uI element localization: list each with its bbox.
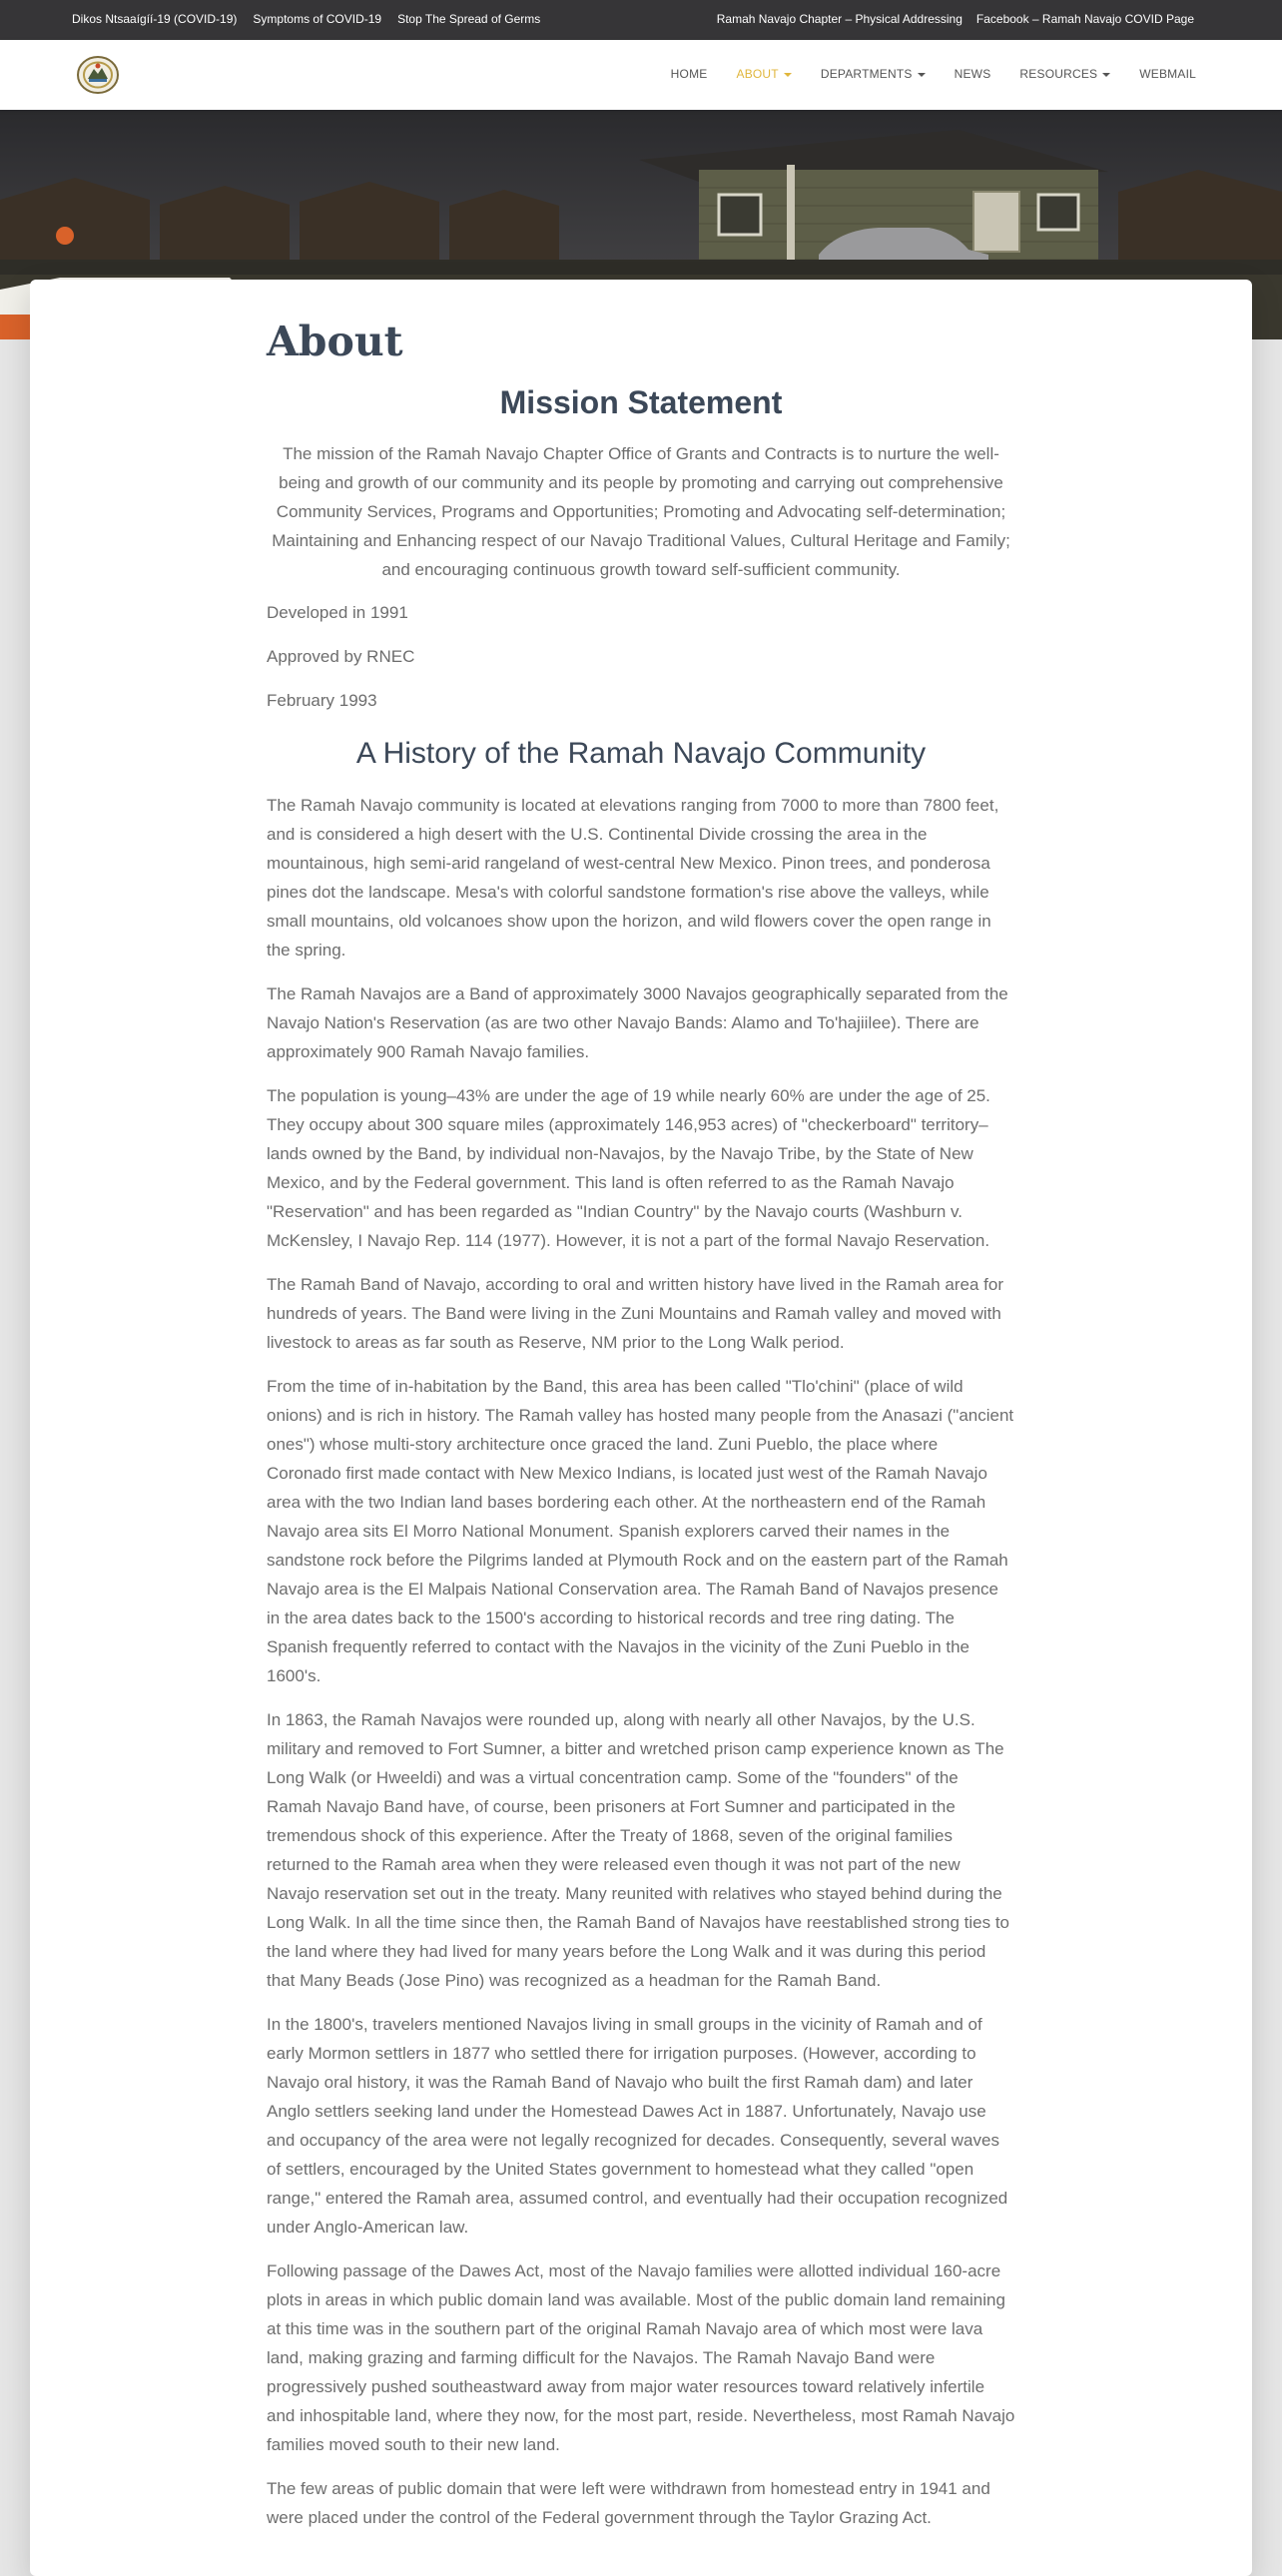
nav-about-label: ABOUT	[736, 67, 779, 81]
content-card	[30, 280, 1252, 2576]
nav-about[interactable]	[736, 67, 791, 81]
top-bar-right-links	[717, 12, 1194, 26]
topbar-link-facebook[interactable]: Facebook – Ramah Navajo COVID Page	[975, 12, 1194, 26]
mission-heading: Mission Statement	[499, 384, 783, 421]
nav-news[interactable]: NEWS	[954, 67, 991, 81]
history-paragraph: In 1863, the Ramah Navajos were rounded up, along with nearly all other Navajos, by the U.S. military and removed to Fort Sumner, a bitter and wretched prison camp experience known as The Long Walk (or Hweeldi) and was a virtual concentration camp. Some of the "founders" of the Ramah Navajo Band have, of course, been prisoners at Fort Sumner and participated in the tremendous shock of this experience. After the Treaty of 1868, seven of the original families returned to the Ramah area when they were released even though it was not part of the new Navajo reservation set out in the treaty. Many reunited with relatives who stayed behind during the Long Walk. In all the time since then, the Ramah Band of Navajos have reestablished strong ties to the land where they had lived for many years before the Long Walk and it was during this period that Many Beads (Jose Pino) was recognized as a headman for the Ramah Band.	[267, 1710, 1010, 1991]
approved-by: Approved by RNEC	[267, 647, 415, 667]
nav-resources[interactable]	[1019, 67, 1110, 81]
top-bar	[0, 0, 1282, 40]
history-paragraph: The Ramah Band of Navajo, according to oral and written history have lived in the Ramah area for hundreds of years. The Band were living in the Zuni Mountains and Ramah valley and moved with livestock to areas as far south as Reserve, NM prior to the Long Walk period.	[267, 1275, 1004, 1353]
topbar-link-physical-addressing[interactable]: Ramah Navajo Chapter – Physical Addressing	[716, 12, 962, 26]
topbar-link-symptoms[interactable]: Symptoms of COVID-19	[253, 12, 382, 26]
nav-departments[interactable]	[821, 67, 926, 81]
nav-resources-label: RESOURCES	[1019, 67, 1098, 81]
history-paragraph: The few areas of public domain that were left were withdrawn from homestead entry in 1941 and were placed under the control of the Federal government through the Taylor Grazing Act.	[267, 2479, 990, 2528]
top-bar-left-links	[72, 12, 540, 26]
history-paragraph: From the time of in-habitation by the Band, this area has been called "Tlo'chini" (place of wild onions) and is rich in history. The Ramah valley has hosted many people from the Anasazi ("ancient ones") whose multi-story architecture once graced the land. Zuni Pueblo, the place where Coronado first made contact with New Mexico Indians, is located just west of the Ramah Navajo area with the two Indian land bases bordering each other. At the northeastern end of the Ramah Navajo area sits El Morro National Monument. Spanish explorers carved their names in the sandstone rock before the Pilgrims landed at Plymouth Rock and on the eastern part of the Ramah Navajo area is the El Malpais National Conservation area. The Ramah Band of Navajos presence in the area dates back to the 1500's according to historical records and tree ring dating. The Spanish frequently referred to contact with the Navajos in the vicinity of the Zuni Pueblo in the 1600's.	[267, 1377, 1014, 1686]
history-paragraph: The population is young–43% are under the age of 19 while nearly 60% are under the age of 25. They occupy about 300 square miles (approximately 146,953 acres) of "checkerboard" territory–lands owned by the Band, by individual non-Navajos, by the Navajo Tribe, by the State of New Mexico, and by the Federal government. This land is often referred to as the Ramah Navajo "Reservation" and has been regarded as "Indian Country" by the Navajo courts (Washburn v. McKensley, I Navajo Rep. 114 (1977). However, it is not a part of the formal Navajo Reservation.	[267, 1086, 990, 1251]
topbar-link-stop-spread[interactable]: Stop The Spread of Germs	[397, 12, 541, 26]
article-content	[267, 320, 1015, 2547]
page-title: About	[267, 318, 403, 365]
chevron-down-icon	[1102, 73, 1110, 77]
history-paragraph: In the 1800's, travelers mentioned Navajos living in small groups in the vicinity of Ramah and of early Mormon settlers in 1877 who settled there for irrigation purposes. (However, according to Navajo oral history, it was the Ramah Band of Navajo who built the first Ramah dam) and later Anglo settlers seeking land under the Homestead Dawes Act in 1887. Unfortunately, Navajo use and occupancy of the area were not legally recognized for decades. Consequently, several waves of settlers, encouraged by the United States government to homestead what they called "open range," entered the Ramah area, assumed control, and eventually had their occupation recognized under Anglo-American law.	[267, 2015, 1008, 2238]
chevron-down-icon	[784, 73, 792, 77]
nav-webmail[interactable]: WEBMAIL	[1139, 67, 1196, 81]
topbar-link-covid19[interactable]: Dikos Ntsaaígíí-19 (COVID-19)	[72, 12, 238, 26]
main-navbar	[0, 40, 1282, 110]
seal-icon	[76, 55, 120, 95]
approval-date: February 1993	[267, 691, 377, 711]
mission-text: The mission of the Ramah Navajo Chapter Office of Grants and Contracts is to nurture the well-being and growth of our community and its people by promoting and carrying out comprehensive Community Services, Programs and Opportunities; Promoting and Advocating self-determination; Maintaining and Enhancing respect of our Navajo Traditional Values, Cultural Heritage and Family; and encouraging continuous growth toward self-sufficient community.	[272, 444, 1010, 580]
nav-departments-label: DEPARTMENTS	[820, 67, 913, 81]
chevron-down-icon	[918, 73, 926, 77]
history-paragraph: The Ramah Navajos are a Band of approximately 3000 Navajos geographically separated from the Navajo Nation's Reservation (as are two other Navajo Bands: Alamo and To'hajiilee). There are approximately 900 Ramah Navajo families.	[267, 984, 1008, 1062]
history-paragraph: Following passage of the Dawes Act, most of the Navajo families were allotted individual 160-acre plots in areas in which public domain land was available. Most of the public domain land remaining at this time was in the southern part of the original Ramah Navajo area of which most were lava land, making grazing and farming difficult for the Navajos. The Ramah Navajo Band were progressively pushed southeastward away from major water resources toward relatively infertile and inhospitable land, where they now, for the most part, reside. Nevertheless, most Ramah Navajo families moved south to their new land.	[267, 2261, 1015, 2455]
history-paragraph: The Ramah Navajo community is located at elevations ranging from 7000 to more than 7800 feet, and is considered a high desert with the U.S. Continental Divide crossing the area in the mountainous, high semi-arid rangeland of west-central New Mexico. Pinon trees, and ponderosa pines dot the landscape. Mesa's with colorful sandstone formation's rise above the valleys, while small mountains, old volcanoes show upon the horizon, and wild flowers cover the open range in the spring.	[267, 796, 999, 961]
developed-date: Developed in 1991	[267, 603, 408, 623]
chapter-logo[interactable]	[76, 55, 120, 95]
nav-menu	[671, 67, 1196, 81]
history-heading: A History of the Ramah Navajo Community	[355, 737, 927, 771]
nav-home[interactable]: HOME	[670, 67, 708, 81]
